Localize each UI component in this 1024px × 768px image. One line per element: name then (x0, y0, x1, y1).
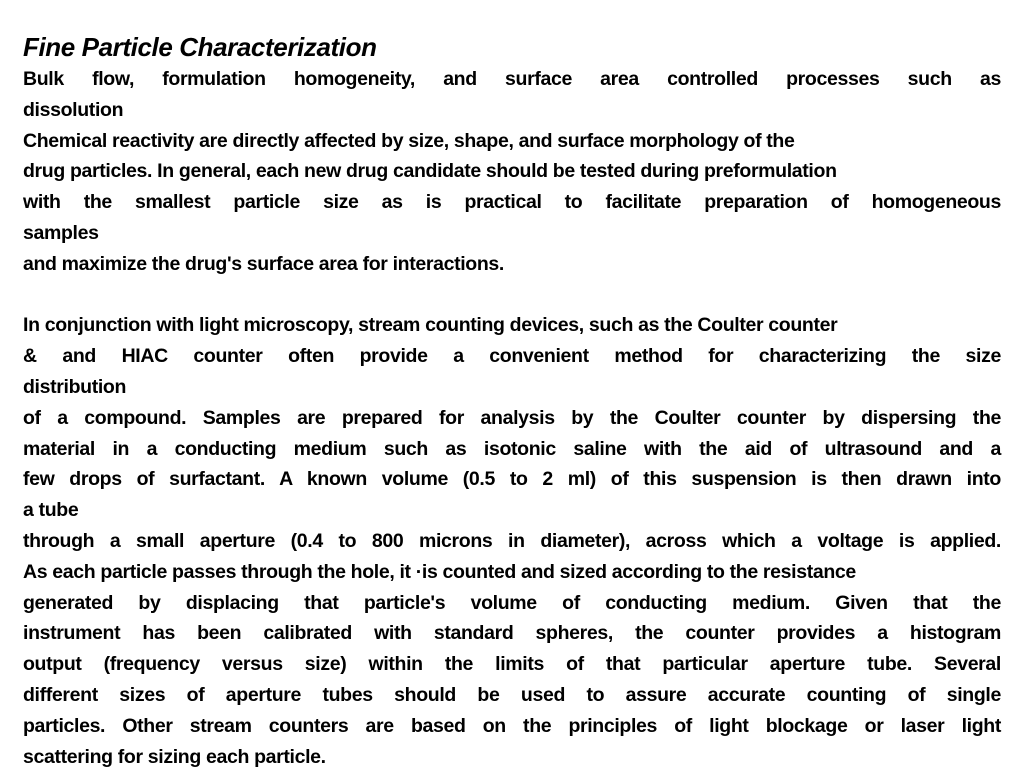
body-line: material in a conducting medium such as isotonic saline with the aid of ultrasound and a (23, 437, 1001, 460)
body-line: through a small aperture (0.4 to 800 microns in diameter), across which a voltage is applied. (23, 529, 1001, 552)
body-line: generated by displacing that particle's volume of conducting medium. Given that the (23, 591, 1001, 614)
body-line: different sizes of aperture tubes should be used to assure accurate counting of single (23, 683, 1001, 706)
body-line: Chemical reactivity are directly affected by size, shape, and surface morphology of the (23, 129, 795, 152)
body-line: output (frequency versus size) within the limits of that particular aperture tube. Several (23, 653, 1001, 676)
body-line: with the smallest particle size as is practical to facilitate preparation of homogeneous (23, 191, 1001, 214)
body-line: & and HIAC counter often provide a convenient method for characterizing the size (23, 345, 1001, 368)
body-line: and maximize the drug's surface area for interactions. (23, 252, 504, 275)
body-line: instrument has been calibrated with standard spheres, the counter provides a histogram (23, 622, 1001, 645)
body-line: distribution (23, 375, 127, 398)
blank-line (23, 280, 1001, 311)
slide-content (23, 30, 1001, 768)
slide-title: Fine Particle Characterization (23, 32, 377, 62)
body-line: particles. Other stream counters are based on the principles of light blockage or laser light (23, 714, 1001, 737)
body-line: of a compound. Samples are prepared for analysis by the Coulter counter by dispersing the (23, 406, 1001, 429)
body-line: a tube (23, 499, 79, 522)
body-line: As each particle passes through the hole, it ·is counted and sized according to the resistance (23, 560, 856, 583)
body-line: samples (23, 221, 99, 244)
body-line: Bulk flow, formulation homogeneity, and surface area controlled processes such as (23, 68, 1001, 90)
body-line: few drops of surfactant. A known volume (0.5 to 2 ml) of this suspension is then drawn into (23, 468, 1001, 491)
body-line: drug particles. In general, each new drug candidate should be tested during preformulation (23, 160, 837, 183)
body-line: scattering for sizing each particle. (23, 745, 326, 768)
body-line: In conjunction with light microscopy, stream counting devices, such as the Coulter counter (23, 314, 838, 337)
body-line: dissolution (23, 98, 124, 121)
body-text (23, 64, 1001, 768)
